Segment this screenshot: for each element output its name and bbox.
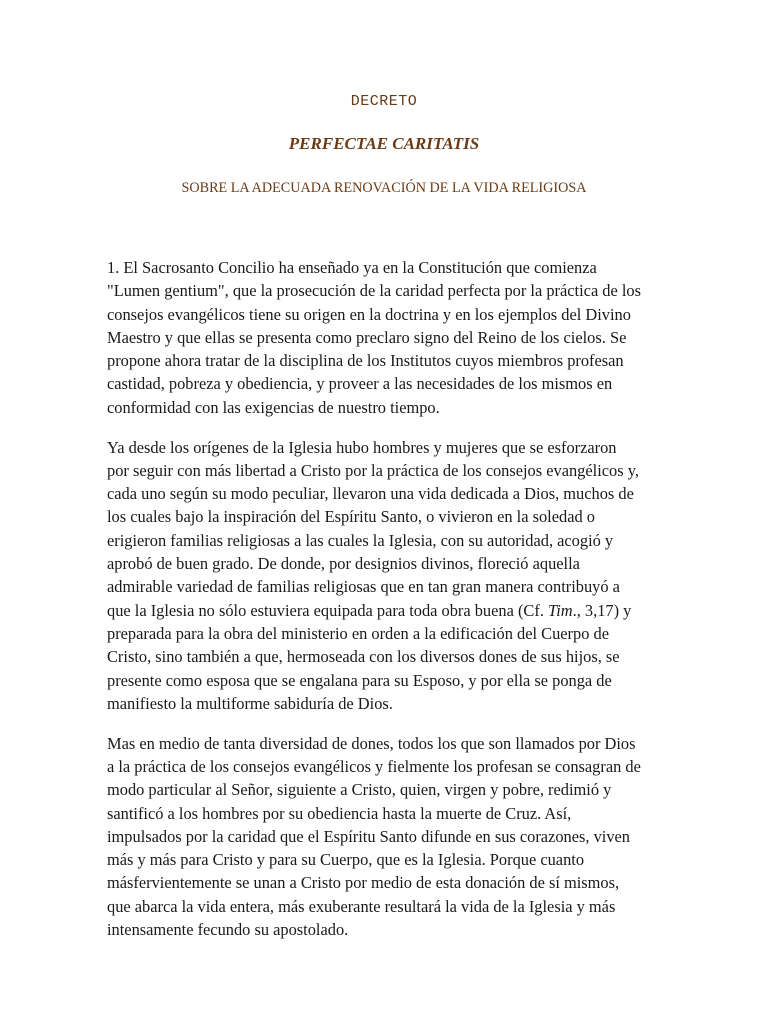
paragraph-3: [107, 732, 663, 942]
text-line: conformidad con las exigencias de nuestro tiempo.: [107, 397, 440, 417]
text-line: por seguir con más libertad a Cristo por la práctica de los consejos evangélicos y,: [107, 460, 639, 480]
text-line: los cuales bajo la inspiración del Espíritu Santo, o vivieron en la soledad o: [107, 507, 595, 527]
text-line: preparada para la obra del ministerio en orden a la edificación del Cuerpo de: [107, 623, 609, 643]
text-line: "Lumen gentium", que la prosecución de la caridad perfecta por la práctica de los: [107, 281, 642, 301]
reference-italic: Tim: [548, 600, 573, 620]
text-line: cada uno según su modo peculiar, llevaron una vida dedicada a Dios, muchos de: [107, 484, 634, 504]
text-line: que abarca la vida entera, más exuberante resultará la vida de la Iglesia y más: [107, 896, 616, 916]
paragraph-2: [107, 436, 663, 716]
text-line: aprobó de buen grado. De donde, por designios divinos, floreció aquella: [107, 554, 580, 574]
text-line: másfervientemente se unan a Cristo por medio de esta donación de sí mismos,: [107, 873, 620, 893]
text-line: Maestro y que ellas se presenta como preclaro signo del Reino de los cielos. Se: [107, 327, 627, 347]
text-line: impulsados por la caridad que el Espíritu Santo difunde en sus corazones, viven: [107, 826, 631, 846]
text-line: más y más para Cristo y para su Cuerpo, que es la Iglesia. Porque cuanto: [107, 850, 585, 870]
text-line: Mas en medio de tanta diversidad de dones, todos los que son llamados por Dios: [107, 733, 636, 753]
reference-text-before: que la Iglesia no sólo estuviera equipada para toda obra buena (Cf.: [107, 600, 549, 620]
text-line: Cristo, sino también a que, hermoseada con los diversos dones de sus hijos, se: [107, 647, 620, 667]
text-line: consejos evangélicos tiene su origen en la doctrina y en los ejemplos del Divino: [107, 304, 631, 324]
text-line: a la práctica de los consejos evangélicos y fielmente los profesan se consagran de: [107, 756, 641, 776]
text-line: 1. El Sacrosanto Concilio ha enseñado ya en la Constitución que comienza: [107, 258, 597, 277]
document-subtitle: SOBRE LA ADECUADA RENOVACIÓN DE LA VIDA RELIGIOSA: [181, 180, 587, 196]
text-line: Ya desde los orígenes de la Iglesia hubo hombres y mujeres que se esforzaron: [107, 437, 617, 457]
reference-text-after: ., 3,17) y: [572, 600, 632, 620]
text-line: modo particular al Señor, siguiente a Cristo, quien, virgen y pobre, redimió y: [107, 780, 612, 800]
text-line: erigieron familias religiosas a las cuales la Iglesia, con su autoridad, acogió y: [107, 530, 614, 550]
document-label: DECRETO: [350, 93, 418, 110]
text-line: admirable variedad de familias religiosas que en tan gran manera contribuyó a: [107, 577, 620, 597]
paragraph-1: [107, 256, 663, 419]
text-line: castidad, pobreza y obediencia, y proveer a las necesidades de los mismos en: [107, 374, 613, 394]
text-line: presente como esposa que se engalana para su Esposo, y por ella se ponga de: [107, 670, 612, 690]
text-line: propone ahora tratar de la disciplina de los Institutos cuyos miembros profesan: [107, 351, 624, 371]
text-line: manifiesto la multiforme sabiduría de Dios.: [107, 693, 393, 713]
text-line: intensamente fecundo su apostolado.: [107, 920, 349, 940]
text-line: santificó a los hombres por su obediencia hasta la muerte de Cruz. Así,: [107, 803, 572, 823]
document-title: PERFECTAE CARITATIS: [288, 134, 480, 153]
document-body: [107, 256, 663, 958]
text-line-with-reference: [107, 599, 663, 622]
